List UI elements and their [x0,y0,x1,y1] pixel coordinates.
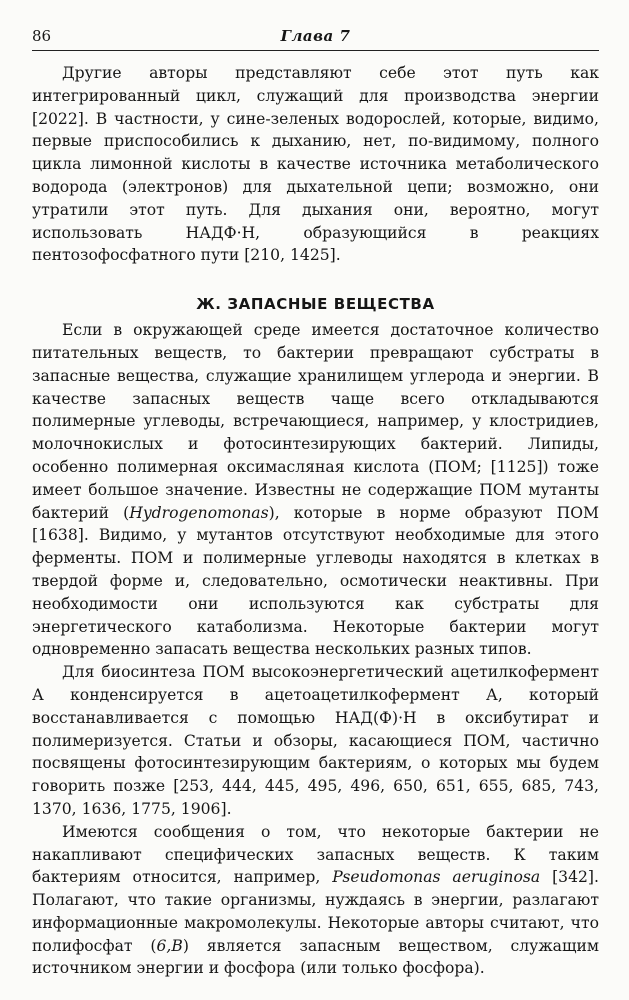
page-body [32,62,599,980]
chapter-title: Глава 7 [280,27,351,45]
paragraph-4-italic-species: Pseudomonas aeruginosa [332,868,541,887]
paragraph-4-italic-ref: 6,B [156,936,183,955]
paragraph-2-italic-term: Hydrogenomonas [129,503,269,522]
section-heading: Ж. ЗАПАСНЫЕ ВЕЩЕСТВА [196,295,435,314]
paragraph-4-text-a: Имеются сообщения о том, что некоторые бактерии не накапливают специфических запасных веществ. К таким бактериям относится, например, [32,822,599,887]
paragraph-4 [32,821,599,981]
paragraph-2-text-b: ), которые в норме образуют ПОМ [1638]. Видимо, у мутантов отсутствуют необходимые для этого ферменты. ПОМ и полимерные углеводы находятся в клетках в твердой форме и, следовательно, осмотически неактивны. При необходимости они используются как субстраты для энергетического катаболизма. Некоторые бактерии могут одновременно запасать вещества нескольких разных типов. [32,503,599,659]
page-number: 86 [32,27,52,45]
paragraph-4-text-c: ) является запасным веществом, служащим источником энергии и фосфора (или только фосфора). [32,936,600,978]
paragraph-1: Другие авторы представляют себе этот путь как интегрированный цикл, служащий для производства энергии [2022]. В частности, у сине-зеленых водорослей, которые, видимо, первые приспособились к дыханию, нет, по-видимому, полного цикла лимонной кислоты в качестве источника метаболического водорода (электронов) для дыхательной цепи; возможно, они утратили этот путь. Для дыхания они, вероятно, могут использовать НАДФ·Н, образующийся в реакциях пентозофосфатного пути [210, 1425]. [32,64,599,265]
paragraph-2 [32,319,599,661]
page-header [32,26,599,51]
paragraph-3: Для биосинтеза ПОМ высокоэнергетический ацетилкофермент А конденсируется в ацетоацетилкофермент А, который восстанавливается с помощью НАД(Ф)·Н в оксибутират и полимеризуется. Статьи и обзоры, касающиеся ПОМ, частично посвящены фотосинтезирующим бактериям, о которых мы будем говорить позже [253, 444, 445, 495, 496, 650, 651, 655, 685, 743, 1370, 1636, 1775, 1906]. [32,663,599,818]
paragraph-2-text-a: Если в окружающей среде имеется достаточное количество питательных веществ, то бактерии превращают субстраты в запасные вещества, служащие хранилищем углерода и энергии. В качестве запасных веществ чаще всего откладываются полимерные углеводы, встречающиеся, например, у клостридиев, молочнокислых и фотосинтезирующих бактерий. Липиды, особенно полимерная оксимасляная кислота (ПОМ; [1125]) тоже имеет большое значение. Известны не содержащие ПОМ мутанты бактерий ( [32,321,599,522]
paragraph-4-text-b: [342]. Полагают, что такие организмы, нуждаясь в энергии, разлагают информационные макромолекулы. Некоторые авторы считают, что полифосфат ( [32,868,599,955]
